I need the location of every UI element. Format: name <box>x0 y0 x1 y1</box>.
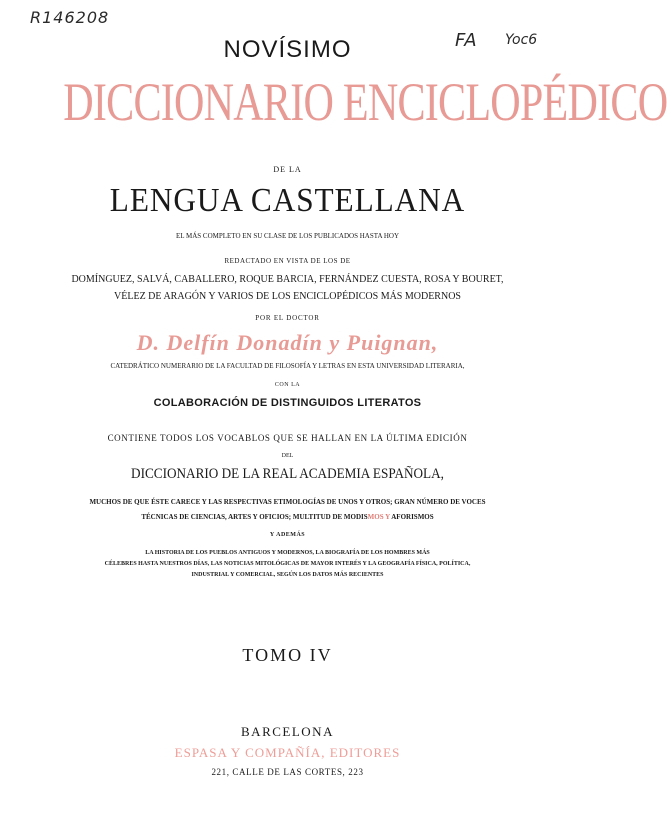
subtitle-mas-completo: EL MÁS COMPLETO EN SU CLASE DE LOS PUBLICADOS HASTA HOY <box>175 232 400 240</box>
tomo-label: TOMO IV <box>242 645 333 665</box>
title-novisimo: NOVÍSIMO <box>223 36 352 63</box>
y-ademas: Y ADEMÁS <box>269 532 306 538</box>
title-diccionario-enciclopedico: DICCIONARIO ENCICLOPÉDICO <box>63 72 667 132</box>
con-la: CON LA <box>274 382 301 388</box>
handwritten-note-fa: FA <box>455 30 477 51</box>
author-name: D. Delfín Donadín y Puignan, <box>136 330 439 355</box>
handwritten-note-code: Yoc6 <box>505 32 538 48</box>
colaboracion-line: COLABORACIÓN DE DISTINGUIDOS LITERATOS <box>153 397 422 409</box>
imprint-publisher: ESPASA Y COMPAÑÍA, EDITORES <box>174 745 401 760</box>
handwritten-call-number: R146208 <box>30 8 110 27</box>
imprint-address: 221, CALLE DE LAS CORTES, 223 <box>211 767 364 777</box>
del-line: DEL <box>281 453 294 459</box>
imprint-city: BARCELONA <box>241 724 334 739</box>
muchos-line-2-part-a: TÉCNICAS DE CIENCIAS, ARTES Y OFICIOS; MULTITUD DE MODIS <box>141 513 368 521</box>
muchos-line-2-red: MOS Y <box>367 513 390 521</box>
por-el-doctor: POR EL DOCTOR <box>255 314 320 322</box>
muchos-line-1: MUCHOS DE QUE ÉSTE CARECE Y LAS RESPECTIVAS ETIMOLOGÍAS DE UNOS Y OTROS; GRAN NÚMERO DE VOCES <box>89 498 486 506</box>
muchos-line-2-part-b: AFORISMOS <box>389 513 434 521</box>
authors-line-2: VÉLEZ DE ARAGÓN Y VARIOS DE LOS ENCICLOPÉDICOS MÁS MODERNOS <box>114 291 461 302</box>
muchos-line-2 <box>0 513 575 521</box>
title-lengua-castellana: LENGUA CASTELLANA <box>109 182 466 219</box>
academia-line: DICCIONARIO DE LA REAL ACADEMIA ESPAÑOLA, <box>131 466 444 482</box>
subtitle-redactado: REDACTADO EN VISTA DE LOS DE <box>224 257 351 265</box>
historia-line-1: LA HISTORIA DE LOS PUEBLOS ANTIGUOS Y MODERNOS, LA BIOGRAFÍA DE LOS HOMBRES MÁS <box>145 550 430 556</box>
contiene-line: CONTIENE TODOS LOS VOCABLOS QUE SE HALLAN EN LA ÚLTIMA EDICIÓN <box>107 433 468 443</box>
historia-line-3: INDUSTRIAL Y COMERCIAL, SEGÚN LOS DATOS MÁS RECIENTES <box>191 572 384 578</box>
authors-line-1: DOMÍNGUEZ, SALVÁ, CABALLERO, ROQUE BARCIA, FERNÁNDEZ CUESTA, ROSA Y BOURET, <box>71 274 504 285</box>
historia-line-2: CÉLEBRES HASTA NUESTROS DÍAS, LAS NOTICIAS MITOLÓGICAS DE MAYOR INTERÉS Y LA GEOGRAFÍA FÍSICA, POLÍTICA, <box>104 561 471 567</box>
title-de-la: DE LA <box>273 165 302 174</box>
catedratico-line: CATEDRÁTICO NUMERARIO DE LA FACULTAD DE FILOSOFÍA Y LETRAS EN ESTA UNIVERSIDAD LITERARIA, <box>110 362 465 370</box>
